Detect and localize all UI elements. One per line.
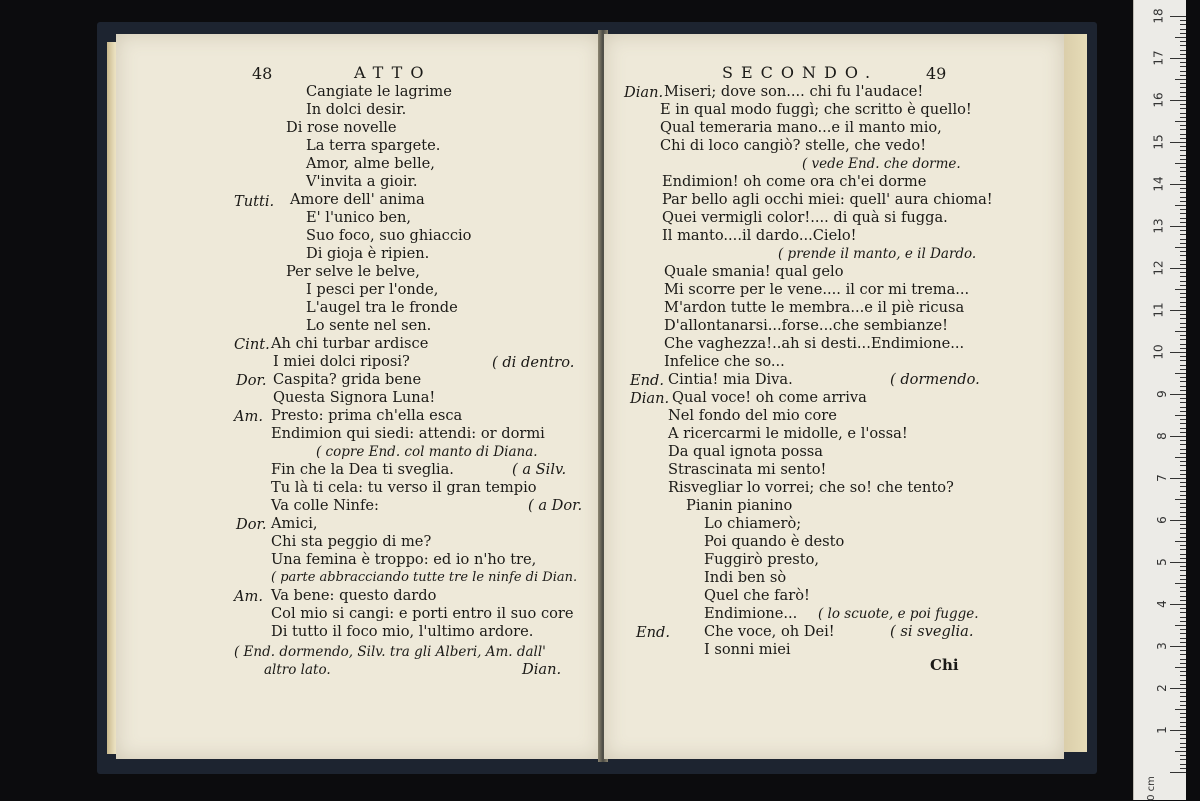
ruler-number: 10 bbox=[1151, 344, 1166, 360]
stage-direction: ( di dentro. bbox=[492, 354, 575, 371]
verse-line: I sonni miei bbox=[704, 641, 791, 658]
verse-line: Fuggirò presto, bbox=[704, 551, 820, 568]
ruler-mm-tick bbox=[1180, 108, 1186, 109]
ruler-cm-tick bbox=[1170, 142, 1186, 143]
ruler-mm-tick bbox=[1180, 503, 1186, 504]
ruler-cm-tick bbox=[1170, 226, 1186, 227]
ruler-mm-tick bbox=[1180, 365, 1186, 366]
ruler-mm-tick bbox=[1180, 419, 1186, 420]
ruler-mm-tick bbox=[1175, 373, 1186, 374]
stage-direction: ( End. dormendo, Silv. tra gli Alberi, Am. dall' bbox=[234, 644, 546, 660]
speaker-label: End. bbox=[630, 372, 665, 389]
ruler-cm-tick bbox=[1170, 436, 1186, 437]
ruler-mm-tick bbox=[1180, 486, 1186, 487]
verse-line: E in qual modo fuggì; che scritto è quello! bbox=[660, 101, 972, 118]
ruler-mm-tick bbox=[1180, 440, 1186, 441]
ruler-mm-tick bbox=[1180, 344, 1186, 345]
running-head-left: ATTO bbox=[354, 63, 432, 82]
ruler-mm-tick bbox=[1180, 444, 1186, 445]
ruler-mm-tick bbox=[1175, 541, 1186, 542]
verse-line: L'augel tra le fronde bbox=[306, 299, 458, 316]
ruler-cm-tick bbox=[1170, 688, 1186, 689]
ruler-mm-tick bbox=[1175, 247, 1186, 248]
ruler-mm-tick bbox=[1175, 121, 1186, 122]
ruler-number: 9 bbox=[1155, 390, 1170, 398]
ruler-mm-tick bbox=[1175, 667, 1186, 668]
ruler-mm-tick bbox=[1180, 197, 1186, 198]
page-number-left: 48 bbox=[252, 64, 273, 83]
ruler-mm-tick bbox=[1180, 335, 1186, 336]
verse-line: Di gioja è ripien. bbox=[306, 245, 430, 262]
verse-line: Che vaghezza!..ah si desti...Endimione... bbox=[664, 335, 965, 352]
verse-line: Lo chiamerò; bbox=[704, 515, 802, 532]
ruler-cm-tick bbox=[1170, 352, 1186, 353]
ruler-mm-tick bbox=[1180, 138, 1186, 139]
ruler-mm-tick bbox=[1180, 381, 1186, 382]
ruler-mm-tick bbox=[1180, 759, 1186, 760]
ruler-mm-tick bbox=[1180, 591, 1186, 592]
ruler-mm-tick bbox=[1180, 150, 1186, 151]
verse-line: Risvegliar lo vorrei; che so! che tento? bbox=[668, 479, 954, 496]
ruler-mm-tick bbox=[1180, 587, 1186, 588]
ruler-mm-tick bbox=[1180, 629, 1186, 630]
ruler-mm-tick bbox=[1180, 537, 1186, 538]
ruler-cm-tick bbox=[1170, 562, 1186, 563]
ruler-mm-tick bbox=[1180, 407, 1186, 408]
ruler-mm-tick bbox=[1180, 339, 1186, 340]
ruler-number: 18 bbox=[1151, 8, 1166, 24]
verse-line: Per selve le belve, bbox=[286, 263, 420, 280]
verse-line: Amore dell' anima bbox=[290, 191, 425, 208]
ruler-mm-tick bbox=[1180, 596, 1186, 597]
ruler-mm-tick bbox=[1180, 617, 1186, 618]
verse-line: Di tutto il foco mio, l'ultimo ardore. bbox=[271, 623, 534, 640]
ruler-mm-tick bbox=[1180, 432, 1186, 433]
verse-line: Qual voce! oh come arriva bbox=[672, 389, 867, 406]
ruler-mm-tick bbox=[1180, 558, 1186, 559]
ruler-mm-tick bbox=[1180, 621, 1186, 622]
ruler-mm-tick bbox=[1180, 188, 1186, 189]
running-head-right: SECONDO. bbox=[722, 63, 879, 82]
ruler-cm-tick bbox=[1170, 730, 1186, 731]
verse-line: Caspita? grida bene bbox=[273, 371, 422, 388]
ruler-mm-tick bbox=[1180, 218, 1186, 219]
ruler-mm-tick bbox=[1175, 457, 1186, 458]
ruler-cm-tick bbox=[1170, 268, 1186, 269]
ruler-mm-tick bbox=[1180, 516, 1186, 517]
ruler-mm-tick bbox=[1180, 398, 1186, 399]
ruler-mm-tick bbox=[1180, 566, 1186, 567]
ruler-mm-tick bbox=[1180, 230, 1186, 231]
ruler-mm-tick bbox=[1175, 79, 1186, 80]
verse-line: Da qual ignota possa bbox=[668, 443, 823, 460]
ruler-mm-tick bbox=[1180, 654, 1186, 655]
ruler-mm-tick bbox=[1180, 66, 1186, 67]
ruler-mm-tick bbox=[1175, 289, 1186, 290]
ruler-mm-tick bbox=[1180, 155, 1186, 156]
ruler-mm-tick bbox=[1175, 751, 1186, 752]
verse-line: Chi di loco cangiò? stelle, che vedo! bbox=[660, 137, 927, 154]
ruler-mm-tick bbox=[1175, 625, 1186, 626]
ruler-mm-tick bbox=[1180, 213, 1186, 214]
ruler-unit-label: 0 cm bbox=[1146, 776, 1158, 801]
verse-line: Quei vermigli color!.... di quà si fugga. bbox=[662, 209, 948, 226]
ruler-mm-tick bbox=[1180, 495, 1186, 496]
ruler-number: 2 bbox=[1155, 684, 1170, 692]
ruler-cm-tick bbox=[1170, 604, 1186, 605]
speaker-label: Dian. bbox=[522, 661, 562, 678]
ruler-mm-tick bbox=[1180, 579, 1186, 580]
verse-line: I pesci per l'onde, bbox=[306, 281, 439, 298]
stage-direction: altro lato. bbox=[264, 662, 331, 678]
ruler-mm-tick bbox=[1180, 293, 1186, 294]
right-page-edges bbox=[1061, 34, 1087, 752]
ruler-mm-tick bbox=[1180, 524, 1186, 525]
verse-line: Di rose novelle bbox=[286, 119, 397, 136]
verse-line: I miei dolci riposi? bbox=[273, 353, 410, 370]
ruler-mm-tick bbox=[1180, 650, 1186, 651]
ruler-mm-tick bbox=[1180, 29, 1186, 30]
speaker-label: Am. bbox=[234, 408, 264, 425]
ruler-number: 15 bbox=[1151, 134, 1166, 150]
verse-line: Cangiate le lagrime bbox=[306, 83, 452, 100]
ruler-mm-tick bbox=[1180, 575, 1186, 576]
ruler-mm-tick bbox=[1180, 533, 1186, 534]
ruler-number: 4 bbox=[1155, 600, 1170, 608]
ruler-mm-tick bbox=[1180, 75, 1186, 76]
ruler-cm-tick bbox=[1170, 646, 1186, 647]
ruler-mm-tick bbox=[1180, 738, 1186, 739]
ruler-mm-tick bbox=[1180, 176, 1186, 177]
stage-direction: ( a Silv. bbox=[512, 461, 567, 478]
ruler-mm-tick bbox=[1180, 701, 1186, 702]
verse-line: Lo sente nel sen. bbox=[306, 317, 432, 334]
ruler-mm-tick bbox=[1180, 92, 1186, 93]
verse-line: Amor, alme belle, bbox=[306, 155, 435, 172]
verse-line: Nel fondo del mio core bbox=[668, 407, 837, 424]
ruler-mm-tick bbox=[1180, 755, 1186, 756]
ruler-mm-tick bbox=[1180, 222, 1186, 223]
verse-line: Infelice che so... bbox=[664, 353, 785, 370]
ruler-mm-tick bbox=[1180, 33, 1186, 34]
ruler-number: 17 bbox=[1151, 50, 1166, 66]
verse-line: Chi sta peggio di me? bbox=[271, 533, 432, 550]
ruler-cm-tick bbox=[1170, 394, 1186, 395]
stage-direction: ( si sveglia. bbox=[890, 623, 974, 640]
ruler-mm-tick bbox=[1180, 255, 1186, 256]
ruler-mm-tick bbox=[1175, 499, 1186, 500]
ruler-mm-tick bbox=[1180, 276, 1186, 277]
ruler-mm-tick bbox=[1180, 54, 1186, 55]
ruler-mm-tick bbox=[1180, 297, 1186, 298]
verse-line: Poi quando è desto bbox=[704, 533, 845, 550]
verse-line: Pianin pianino bbox=[686, 497, 793, 514]
verse-line: Una femina è troppo: ed io n'ho tre, bbox=[271, 551, 537, 568]
ruler-mm-tick bbox=[1180, 96, 1186, 97]
speaker-label: Dian. bbox=[624, 84, 664, 101]
ruler-mm-tick bbox=[1180, 62, 1186, 63]
verse-line: Indi ben sò bbox=[704, 569, 787, 586]
ruler-mm-tick bbox=[1180, 684, 1186, 685]
ruler-mm-tick bbox=[1180, 356, 1186, 357]
ruler-mm-tick bbox=[1180, 453, 1186, 454]
ruler-mm-tick bbox=[1180, 306, 1186, 307]
speaker-label: Dor. bbox=[236, 372, 267, 389]
ruler-mm-tick bbox=[1180, 713, 1186, 714]
ruler-mm-tick bbox=[1180, 554, 1186, 555]
verse-line: Va colle Ninfe: bbox=[271, 497, 379, 514]
verse-line: Va bene: questo dardo bbox=[271, 587, 437, 604]
ruler-mm-tick bbox=[1180, 390, 1186, 391]
stage-direction: ( lo scuote, e poi fugge. bbox=[818, 606, 979, 622]
verse-line: Cintia! mia Diva. bbox=[668, 371, 793, 388]
ruler-mm-tick bbox=[1180, 717, 1186, 718]
ruler-mm-tick bbox=[1180, 507, 1186, 508]
ruler-mm-tick bbox=[1180, 360, 1186, 361]
ruler-mm-tick bbox=[1180, 549, 1186, 550]
stage-direction: ( a Dor. bbox=[528, 497, 583, 514]
ruler-mm-tick bbox=[1180, 348, 1186, 349]
ruler-mm-tick bbox=[1180, 159, 1186, 160]
ruler-mm-tick bbox=[1180, 491, 1186, 492]
stage-direction: ( dormendo. bbox=[890, 371, 980, 388]
ruler-mm-tick bbox=[1175, 709, 1186, 710]
verse-line: Tu là ti cela: tu verso il gran tempio bbox=[271, 479, 537, 496]
ruler-number: 6 bbox=[1155, 516, 1170, 524]
ruler-mm-tick bbox=[1180, 570, 1186, 571]
ruler-mm-tick bbox=[1180, 285, 1186, 286]
ruler-mm-tick bbox=[1180, 696, 1186, 697]
ruler-mm-tick bbox=[1180, 768, 1186, 769]
verse-line: D'allontanarsi...forse...che sembianze! bbox=[664, 317, 948, 334]
ruler-mm-tick bbox=[1180, 470, 1186, 471]
ruler-mm-tick bbox=[1180, 239, 1186, 240]
ruler-mm-tick bbox=[1180, 428, 1186, 429]
verse-line: La terra spargete. bbox=[306, 137, 441, 154]
ruler-mm-tick bbox=[1180, 659, 1186, 660]
ruler-mm-tick bbox=[1180, 642, 1186, 643]
ruler-mm-tick bbox=[1180, 104, 1186, 105]
ruler-mm-tick bbox=[1180, 705, 1186, 706]
ruler-mm-tick bbox=[1180, 675, 1186, 676]
ruler-mm-tick bbox=[1175, 163, 1186, 164]
ruler-mm-tick bbox=[1180, 302, 1186, 303]
verse-line: Strascinata mi sento! bbox=[668, 461, 827, 478]
verse-line: Il manto....il dardo...Cielo! bbox=[662, 227, 857, 244]
ruler-mm-tick bbox=[1175, 37, 1186, 38]
ruler-mm-tick bbox=[1175, 415, 1186, 416]
ruler-mm-tick bbox=[1180, 83, 1186, 84]
verse-line: Che voce, oh Dei! bbox=[704, 623, 835, 640]
ruler-cm-tick bbox=[1170, 58, 1186, 59]
verse-line: Mi scorre per le vene.... il cor mi trema... bbox=[664, 281, 970, 298]
ruler-mm-tick bbox=[1175, 583, 1186, 584]
ruler-mm-tick bbox=[1175, 331, 1186, 332]
ruler-mm-tick bbox=[1180, 638, 1186, 639]
ruler-mm-tick bbox=[1180, 50, 1186, 51]
verse-line: E' l'unico ben, bbox=[306, 209, 412, 226]
speaker-label: Tutti. bbox=[234, 193, 275, 210]
ruler-mm-tick bbox=[1180, 113, 1186, 114]
ruler-mm-tick bbox=[1180, 20, 1186, 21]
ruler-mm-tick bbox=[1180, 281, 1186, 282]
ruler-mm-tick bbox=[1180, 528, 1186, 529]
ruler-mm-tick bbox=[1180, 369, 1186, 370]
verse-line: In dolci desir. bbox=[306, 101, 407, 118]
verse-line: Amici, bbox=[271, 515, 318, 532]
ruler-mm-tick bbox=[1180, 734, 1186, 735]
verse-line: Miseri; dove son.... chi fu l'audace! bbox=[664, 83, 924, 100]
ruler-mm-tick bbox=[1180, 327, 1186, 328]
ruler-mm-tick bbox=[1180, 726, 1186, 727]
ruler-mm-tick bbox=[1180, 45, 1186, 46]
ruler-mm-tick bbox=[1180, 722, 1186, 723]
ruler-mm-tick bbox=[1180, 134, 1186, 135]
verse-line: Endimione... bbox=[704, 605, 798, 622]
ruler-mm-tick bbox=[1180, 125, 1186, 126]
ruler-mm-tick bbox=[1180, 87, 1186, 88]
ruler-cm-tick bbox=[1170, 772, 1186, 773]
stage-direction: ( parte abbracciando tutte tre le ninfe di Dian. bbox=[271, 570, 578, 585]
verse-line: Fin che la Dea ti sveglia. bbox=[271, 461, 454, 478]
verse-line: Ah chi turbar ardisce bbox=[271, 335, 429, 352]
ruler-mm-tick bbox=[1180, 386, 1186, 387]
ruler-mm-tick bbox=[1180, 680, 1186, 681]
ruler-number: 11 bbox=[1151, 302, 1166, 318]
ruler-mm-tick bbox=[1180, 423, 1186, 424]
ruler-number: 8 bbox=[1155, 432, 1170, 440]
speaker-label: Cint. bbox=[234, 336, 270, 353]
ruler-number: 3 bbox=[1155, 642, 1170, 650]
catchword: Chi bbox=[930, 656, 959, 674]
ruler-cm-tick bbox=[1170, 478, 1186, 479]
ruler-mm-tick bbox=[1180, 41, 1186, 42]
verse-line: Quel che farò! bbox=[704, 587, 810, 604]
ruler-mm-tick bbox=[1180, 71, 1186, 72]
ruler-mm-tick bbox=[1180, 117, 1186, 118]
right-page bbox=[604, 34, 1064, 759]
ruler-mm-tick bbox=[1180, 251, 1186, 252]
ruler-mm-tick bbox=[1180, 449, 1186, 450]
ruler-mm-tick bbox=[1180, 260, 1186, 261]
verse-line: Quale smania! qual gelo bbox=[664, 263, 844, 280]
verse-line: A ricercarmi le midolle, e l'ossa! bbox=[668, 425, 908, 442]
ruler-mm-tick bbox=[1180, 24, 1186, 25]
ruler-mm-tick bbox=[1180, 474, 1186, 475]
ruler-mm-tick bbox=[1180, 323, 1186, 324]
ruler-mm-tick bbox=[1180, 314, 1186, 315]
ruler-mm-tick bbox=[1180, 512, 1186, 513]
ruler-number: 12 bbox=[1151, 260, 1166, 276]
ruler-mm-tick bbox=[1180, 180, 1186, 181]
verse-line: Questa Signora Luna! bbox=[273, 389, 436, 406]
ruler-number: 13 bbox=[1151, 218, 1166, 234]
ruler-mm-tick bbox=[1180, 663, 1186, 664]
ruler-mm-tick bbox=[1180, 743, 1186, 744]
ruler-number: 1 bbox=[1155, 726, 1170, 734]
ruler-number: 14 bbox=[1151, 176, 1166, 192]
verse-line: Endimion! oh come ora ch'ei dorme bbox=[662, 173, 927, 190]
ruler-number: 7 bbox=[1155, 474, 1170, 482]
ruler-cm-tick bbox=[1170, 16, 1186, 17]
verse-line: Col mio si cangi: e porti entro il suo core bbox=[271, 605, 574, 622]
measuring-ruler bbox=[1133, 0, 1186, 800]
ruler-mm-tick bbox=[1180, 461, 1186, 462]
verse-line: Suo foco, suo ghiaccio bbox=[306, 227, 472, 244]
ruler-mm-tick bbox=[1180, 600, 1186, 601]
ruler-mm-tick bbox=[1180, 764, 1186, 765]
verse-line: V'invita a gioir. bbox=[306, 173, 418, 190]
ruler-mm-tick bbox=[1180, 264, 1186, 265]
verse-line: Endimion qui siedi: attendi: or dormi bbox=[271, 425, 545, 442]
ruler-mm-tick bbox=[1180, 129, 1186, 130]
stage-direction: ( vede End. che dorme. bbox=[802, 156, 961, 172]
ruler-mm-tick bbox=[1180, 234, 1186, 235]
ruler-mm-tick bbox=[1180, 167, 1186, 168]
ruler-mm-tick bbox=[1180, 377, 1186, 378]
ruler-number: 5 bbox=[1155, 558, 1170, 566]
ruler-mm-tick bbox=[1180, 482, 1186, 483]
verse-line: Par bello agli occhi miei: quell' aura chioma! bbox=[662, 191, 993, 208]
ruler-mm-tick bbox=[1180, 411, 1186, 412]
ruler-cm-tick bbox=[1170, 100, 1186, 101]
ruler-mm-tick bbox=[1180, 671, 1186, 672]
ruler-cm-tick bbox=[1170, 520, 1186, 521]
ruler-mm-tick bbox=[1180, 201, 1186, 202]
ruler-number: 16 bbox=[1151, 92, 1166, 108]
ruler-mm-tick bbox=[1180, 146, 1186, 147]
ruler-mm-tick bbox=[1180, 747, 1186, 748]
stage-direction: ( prende il manto, e il Dardo. bbox=[778, 246, 977, 262]
speaker-label: Am. bbox=[234, 588, 264, 605]
left-page bbox=[116, 34, 602, 759]
ruler-mm-tick bbox=[1180, 692, 1186, 693]
verse-line: M'ardon tutte le membra...e il piè ricusa bbox=[664, 299, 965, 316]
ruler-mm-tick bbox=[1180, 465, 1186, 466]
ruler-mm-tick bbox=[1180, 192, 1186, 193]
speaker-label: Dor. bbox=[236, 516, 267, 533]
verse-line: Presto: prima ch'ella esca bbox=[271, 407, 463, 424]
ruler-mm-tick bbox=[1180, 171, 1186, 172]
ruler-mm-tick bbox=[1175, 205, 1186, 206]
ruler-mm-tick bbox=[1180, 318, 1186, 319]
ruler-mm-tick bbox=[1180, 402, 1186, 403]
verse-line: Qual temeraria mano...e il manto mio, bbox=[660, 119, 942, 136]
speaker-label: Dian. bbox=[630, 390, 670, 407]
ruler-cm-tick bbox=[1170, 184, 1186, 185]
stage-direction: ( copre End. col manto di Diana. bbox=[316, 444, 538, 460]
speaker-label: End. bbox=[636, 624, 671, 641]
ruler-mm-tick bbox=[1180, 612, 1186, 613]
ruler-mm-tick bbox=[1180, 272, 1186, 273]
page-number-right: 49 bbox=[926, 64, 947, 83]
ruler-mm-tick bbox=[1180, 209, 1186, 210]
ruler-mm-tick bbox=[1180, 633, 1186, 634]
ruler-mm-tick bbox=[1180, 545, 1186, 546]
ruler-mm-tick bbox=[1180, 608, 1186, 609]
ruler-cm-tick bbox=[1170, 310, 1186, 311]
ruler-mm-tick bbox=[1180, 243, 1186, 244]
